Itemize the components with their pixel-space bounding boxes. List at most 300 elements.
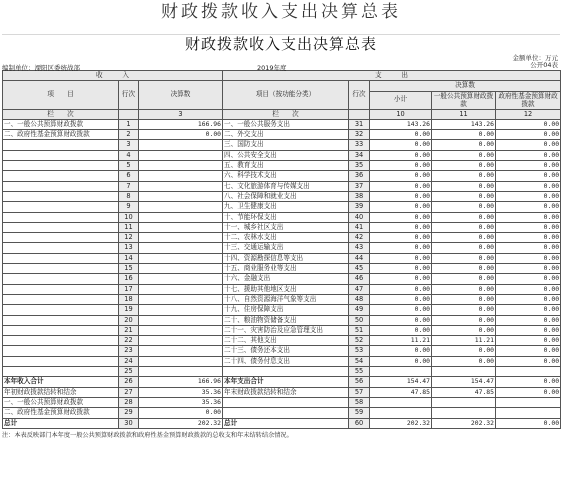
row-number-cell: 1: [119, 119, 139, 129]
table-row: [3, 212, 561, 222]
income-item-cell: [3, 315, 119, 325]
subtotal-cell: 0.00: [370, 233, 432, 243]
meta-row: [2, 54, 560, 70]
expense-item-cell: 二十二、其他支出: [223, 336, 349, 346]
fund-budget-cell: [496, 397, 561, 407]
row-number2-cell: 55: [349, 367, 370, 377]
row-number-cell: 27: [119, 387, 139, 397]
fund-budget-cell: 0.00: [496, 387, 561, 397]
income-item-cell: [3, 171, 119, 181]
expense-item-cell: [223, 397, 349, 407]
col-10: 10: [370, 109, 432, 119]
income-item-cell: 年初财政拨款结转和结余: [3, 387, 119, 397]
fund-budget-cell: [496, 408, 561, 418]
header-group-row: [3, 71, 561, 81]
col-11: 11: [432, 109, 496, 119]
subtotal-cell: 0.00: [370, 356, 432, 366]
fund-budget-cell: 0.00: [496, 346, 561, 356]
fund-budget-cell: 0.00: [496, 191, 561, 201]
income-item-cell: 本年收入合计: [3, 377, 119, 387]
row-number-cell: 17: [119, 284, 139, 294]
subtotal-cell: [370, 397, 432, 407]
general-budget-cell: 0.00: [432, 284, 496, 294]
table-row: [3, 264, 561, 274]
income-item-cell: [3, 191, 119, 201]
income-amount-cell: [139, 243, 223, 253]
subtotal-cell: 0.00: [370, 171, 432, 181]
income-item-cell: 二、政府性基金预算财政拨款: [3, 408, 119, 418]
income-amount-cell: [139, 212, 223, 222]
subtotal-cell: 0.00: [370, 181, 432, 191]
general-budget-cell: 143.26: [432, 119, 496, 129]
fund-budget-cell: [496, 367, 561, 377]
row-number-cell: 7: [119, 181, 139, 191]
col-blank: [119, 109, 139, 119]
subtotal-cell: 202.32: [370, 418, 432, 428]
row-number-cell: 14: [119, 253, 139, 263]
expense-item-cell: 十一、城乡社区支出: [223, 222, 349, 232]
table-row: [3, 119, 561, 129]
fund-budget-cell: 0.00: [496, 294, 561, 304]
table-row: [3, 397, 561, 407]
row-number-cell: 23: [119, 346, 139, 356]
expense-item-cell: 五、教育支出: [223, 161, 349, 171]
row-number-cell: 22: [119, 336, 139, 346]
row-number-cell: 15: [119, 264, 139, 274]
row-number2-cell: 59: [349, 408, 370, 418]
row-number-cell: 4: [119, 150, 139, 160]
subtotal-cell: 0.00: [370, 294, 432, 304]
income-item-cell: [3, 253, 119, 263]
fund-budget-cell: 0.00: [496, 202, 561, 212]
fund-budget-cell: 0.00: [496, 274, 561, 284]
decided2-header: 决算数: [370, 81, 561, 91]
general-budget-header: 一般公共预算财政拨款: [432, 91, 496, 109]
header-row-1: [3, 81, 561, 91]
row-number2-cell: 31: [349, 119, 370, 129]
income-amount-cell: [139, 140, 223, 150]
row-number2-cell: 54: [349, 356, 370, 366]
income-item-cell: 一、一般公共预算财政拨款: [3, 119, 119, 129]
unit-label: [513, 55, 559, 69]
income-amount-cell: [139, 294, 223, 304]
col-blank2: [349, 109, 370, 119]
general-budget-cell: 0.00: [432, 181, 496, 191]
col-label: 栏 次: [3, 109, 119, 119]
income-item-cell: [3, 346, 119, 356]
subtotal-cell: 11.21: [370, 336, 432, 346]
table-row: [3, 325, 561, 335]
expense-item-cell: 六、科学技术支出: [223, 171, 349, 181]
income-item-cell: 总计: [3, 418, 119, 428]
expense-item-cell: 四、公共安全支出: [223, 150, 349, 160]
row-number-cell: 12: [119, 233, 139, 243]
table-row: [3, 243, 561, 253]
income-amount-cell: [139, 253, 223, 263]
expense-item-cell: 二十三、债务还本支出: [223, 346, 349, 356]
general-budget-cell: 202.32: [432, 418, 496, 428]
table-row: [3, 418, 561, 428]
income-amount-cell: 0.00: [139, 130, 223, 140]
subtotal-cell: 0.00: [370, 130, 432, 140]
income-amount-cell: [139, 150, 223, 160]
subtotal-cell: 0.00: [370, 325, 432, 335]
table-row: [3, 202, 561, 212]
income-amount-cell: [139, 346, 223, 356]
expense-item-cell: 十四、资源勘探信息等支出: [223, 253, 349, 263]
fund-budget-cell: 0.00: [496, 171, 561, 181]
general-budget-cell: 0.00: [432, 233, 496, 243]
income-amount-cell: 202.32: [139, 418, 223, 428]
row-number2-cell: 33: [349, 140, 370, 150]
subtotal-cell: 0.00: [370, 212, 432, 222]
general-budget-cell: 0.00: [432, 356, 496, 366]
table-row: [3, 140, 561, 150]
sheet-title: 财政拨款收入支出决算总表: [2, 34, 560, 54]
row-number-cell: 30: [119, 418, 139, 428]
fund-budget-cell: 0.00: [496, 356, 561, 366]
income-item-cell: [3, 356, 119, 366]
general-budget-cell: 11.21: [432, 336, 496, 346]
general-budget-cell: 0.00: [432, 202, 496, 212]
subtotal-cell: 0.00: [370, 161, 432, 171]
general-budget-cell: 0.00: [432, 294, 496, 304]
row-number-cell: 2: [119, 130, 139, 140]
row-number2-cell: 48: [349, 294, 370, 304]
subtotal-cell: 0.00: [370, 243, 432, 253]
expense-item-cell: 十六、金融支出: [223, 274, 349, 284]
income-amount-cell: [139, 191, 223, 201]
col-12: 12: [496, 109, 561, 119]
income-amount-cell: [139, 336, 223, 346]
income-amount-cell: 35.36: [139, 387, 223, 397]
fund-budget-cell: 0.00: [496, 253, 561, 263]
subtotal-cell: 154.47: [370, 377, 432, 387]
row-number2-cell: 36: [349, 171, 370, 181]
fund-budget-cell: 0.00: [496, 377, 561, 387]
table-row: [3, 274, 561, 284]
general-budget-cell: 0.00: [432, 130, 496, 140]
income-item-cell: 一、一般公共预算财政拨款: [3, 397, 119, 407]
table-row: [3, 284, 561, 294]
row-number2-cell: 42: [349, 233, 370, 243]
row-number2-cell: 34: [349, 150, 370, 160]
general-budget-cell: 0.00: [432, 325, 496, 335]
row-no2-header: 行次: [349, 81, 370, 109]
income-amount-cell: [139, 315, 223, 325]
expense-item-cell: 十七、援助其他地区支出: [223, 284, 349, 294]
row-number2-cell: 40: [349, 212, 370, 222]
expense-item-cell: 十三、交通运输支出: [223, 243, 349, 253]
row-number2-cell: 41: [349, 222, 370, 232]
row-number2-cell: 60: [349, 418, 370, 428]
income-amount-cell: [139, 274, 223, 284]
row-number2-cell: 56: [349, 377, 370, 387]
subtotal-cell: 0.00: [370, 253, 432, 263]
row-number2-cell: 51: [349, 325, 370, 335]
expense-item-cell: 十八、自然资源海洋气象等支出: [223, 294, 349, 304]
table-row: [3, 408, 561, 418]
general-budget-cell: 0.00: [432, 305, 496, 315]
fund-budget-cell: 0.00: [496, 418, 561, 428]
expense-item-cell: 七、文化旅游体育与传媒支出: [223, 181, 349, 191]
income-amount-cell: [139, 264, 223, 274]
expense-item-cell: 二、外交支出: [223, 130, 349, 140]
income-item-cell: [3, 243, 119, 253]
general-budget-cell: 0.00: [432, 150, 496, 160]
fund-budget-cell: 0.00: [496, 140, 561, 150]
expense-item-cell: 总计: [223, 418, 349, 428]
table-row: [3, 387, 561, 397]
expense-item-cell: 九、卫生健康支出: [223, 202, 349, 212]
general-budget-cell: 0.00: [432, 140, 496, 150]
col-3: 3: [139, 109, 223, 119]
row-number-cell: 3: [119, 140, 139, 150]
row-number-cell: 20: [119, 315, 139, 325]
table-row: [3, 253, 561, 263]
income-item-cell: [3, 202, 119, 212]
subtotal-cell: 0.00: [370, 202, 432, 212]
row-number-cell: 16: [119, 274, 139, 284]
income-amount-cell: [139, 325, 223, 335]
fund-budget-cell: 0.00: [496, 315, 561, 325]
general-budget-cell: [432, 408, 496, 418]
row-number-cell: 8: [119, 191, 139, 201]
subtotal-cell: [370, 408, 432, 418]
expense-item-cell: 十、节能环保支出: [223, 212, 349, 222]
table-row: [3, 222, 561, 232]
expense-item-cell: 十九、住房保障支出: [223, 305, 349, 315]
row-number-cell: 24: [119, 356, 139, 366]
general-budget-cell: 0.00: [432, 171, 496, 181]
table-row: [3, 161, 561, 171]
general-budget-cell: 0.00: [432, 161, 496, 171]
table-row: [3, 171, 561, 181]
income-item-cell: 二、政府性基金预算财政拨款: [3, 130, 119, 140]
income-item-cell: [3, 284, 119, 294]
row-number-cell: 11: [119, 222, 139, 232]
general-budget-cell: 0.00: [432, 253, 496, 263]
expense-item-cell: 十二、农林水支出: [223, 233, 349, 243]
general-budget-cell: 0.00: [432, 191, 496, 201]
general-budget-cell: 47.85: [432, 387, 496, 397]
row-number-cell: 21: [119, 325, 139, 335]
expense-item-cell: [223, 408, 349, 418]
table-row: [3, 150, 561, 160]
fund-budget-cell: 0.00: [496, 284, 561, 294]
fund-budget-cell: 0.00: [496, 264, 561, 274]
income-item-cell: [3, 274, 119, 284]
fiscal-year: 2019年度: [257, 64, 287, 72]
fund-budget-cell: 0.00: [496, 150, 561, 160]
income-item-cell: [3, 140, 119, 150]
subtotal-cell: 0.00: [370, 315, 432, 325]
income-amount-cell: [139, 202, 223, 212]
expense-group-header: 支 出: [223, 71, 561, 81]
fund-budget-cell: 0.00: [496, 233, 561, 243]
form-code: 公开04表: [530, 61, 558, 69]
income-amount-cell: [139, 181, 223, 191]
row-number-cell: 18: [119, 294, 139, 304]
fund-budget-cell: 0.00: [496, 161, 561, 171]
table-row: [3, 356, 561, 366]
expense-item-cell: 二十、粮油物资储备支出: [223, 315, 349, 325]
row-number-cell: 29: [119, 408, 139, 418]
column-index-row: [3, 109, 561, 119]
row-number2-cell: 49: [349, 305, 370, 315]
fund-budget-cell: 0.00: [496, 336, 561, 346]
row-number-cell: 25: [119, 367, 139, 377]
subtotal-cell: 0.00: [370, 150, 432, 160]
table-row: [3, 233, 561, 243]
fund-budget-cell: 0.00: [496, 130, 561, 140]
decided-header: 决算数: [139, 81, 223, 109]
expense-item-cell: 十五、商业服务业等支出: [223, 264, 349, 274]
expense-item-cell: [223, 367, 349, 377]
table-row: [3, 305, 561, 315]
row-number2-cell: 57: [349, 387, 370, 397]
subtotal-cell: 0.00: [370, 264, 432, 274]
row-number2-cell: 44: [349, 253, 370, 263]
fund-budget-cell: 0.00: [496, 305, 561, 315]
col-label2: 栏 次: [223, 109, 349, 119]
row-number2-cell: 50: [349, 315, 370, 325]
expense-item-header: 项目（按功能分类）: [223, 81, 349, 109]
income-amount-cell: [139, 284, 223, 294]
row-number-cell: 28: [119, 397, 139, 407]
row-number2-cell: 52: [349, 336, 370, 346]
row-number2-cell: 37: [349, 181, 370, 191]
row-number2-cell: 45: [349, 264, 370, 274]
table-row: [3, 336, 561, 346]
income-item-cell: [3, 264, 119, 274]
table-row: [3, 181, 561, 191]
row-number-cell: 10: [119, 212, 139, 222]
row-number2-cell: 32: [349, 130, 370, 140]
general-budget-cell: 0.00: [432, 212, 496, 222]
income-item-cell: [3, 325, 119, 335]
income-amount-cell: [139, 356, 223, 366]
subtotal-cell: 0.00: [370, 346, 432, 356]
income-amount-cell: [139, 233, 223, 243]
expense-item-cell: 二十四、债务付息支出: [223, 356, 349, 366]
subtotal-cell: 143.26: [370, 119, 432, 129]
expense-item-cell: 二十一、灾害防治及应急管理支出: [223, 325, 349, 335]
row-no-header: 行次: [119, 81, 139, 109]
income-item-header: 项 目: [3, 81, 119, 109]
subtotal-cell: 0.00: [370, 191, 432, 201]
row-number-cell: 9: [119, 202, 139, 212]
income-item-cell: [3, 305, 119, 315]
general-budget-cell: 0.00: [432, 315, 496, 325]
general-budget-cell: 0.00: [432, 243, 496, 253]
subtotal-cell: 0.00: [370, 284, 432, 294]
income-group-header: 收 入: [3, 71, 223, 81]
general-budget-cell: 0.00: [432, 346, 496, 356]
report-sheet: [2, 34, 560, 439]
fund-budget-header: 政府性基金预算财政拨款: [496, 91, 561, 109]
income-item-cell: [3, 181, 119, 191]
fund-budget-cell: 0.00: [496, 243, 561, 253]
income-amount-cell: [139, 171, 223, 181]
expense-item-cell: 八、社会保障和就业支出: [223, 191, 349, 201]
amount-unit: 金额单位：万元: [512, 54, 558, 62]
table-row: [3, 377, 561, 387]
subtotal-cell: 47.85: [370, 387, 432, 397]
row-number2-cell: 47: [349, 284, 370, 294]
organization: 编制单位：溧阳区委统战部: [2, 64, 80, 72]
income-item-cell: [3, 294, 119, 304]
page-title: 财政拨款收入支出决算总表: [161, 2, 401, 22]
footnote: 注：本表反映部门本年度一般公共预算财政拨款和政府性基金预算财政拨款的总收支和年末结转结余情况。: [2, 431, 293, 439]
table-row: [3, 130, 561, 140]
report-table: [2, 70, 561, 429]
table-row: [3, 191, 561, 201]
row-number-cell: 19: [119, 305, 139, 315]
income-item-cell: [3, 150, 119, 160]
fund-budget-cell: 0.00: [496, 119, 561, 129]
row-number2-cell: 35: [349, 161, 370, 171]
subtotal-cell: 0.00: [370, 222, 432, 232]
general-budget-cell: [432, 367, 496, 377]
subtotal-cell: [370, 367, 432, 377]
fund-budget-cell: 0.00: [496, 325, 561, 335]
general-budget-cell: 0.00: [432, 274, 496, 284]
expense-item-cell: 本年支出合计: [223, 377, 349, 387]
income-amount-cell: 0.00: [139, 408, 223, 418]
expense-item-cell: 一、一般公共服务支出: [223, 119, 349, 129]
general-budget-cell: 0.00: [432, 264, 496, 274]
income-item-cell: [3, 212, 119, 222]
row-number2-cell: 53: [349, 346, 370, 356]
income-amount-cell: [139, 222, 223, 232]
row-number-cell: 6: [119, 171, 139, 181]
income-item-cell: [3, 336, 119, 346]
income-item-cell: [3, 233, 119, 243]
fund-budget-cell: 0.00: [496, 212, 561, 222]
income-amount-cell: [139, 305, 223, 315]
row-number-cell: 13: [119, 243, 139, 253]
income-amount-cell: [139, 367, 223, 377]
row-number2-cell: 39: [349, 202, 370, 212]
fund-budget-cell: 0.00: [496, 181, 561, 191]
row-number-cell: 26: [119, 377, 139, 387]
row-number2-cell: 43: [349, 243, 370, 253]
income-amount-cell: 166.96: [139, 119, 223, 129]
general-budget-cell: 0.00: [432, 222, 496, 232]
table-row: [3, 346, 561, 356]
income-amount-cell: 166.96: [139, 377, 223, 387]
expense-item-cell: 三、国防支出: [223, 140, 349, 150]
general-budget-cell: 154.47: [432, 377, 496, 387]
income-amount-cell: [139, 161, 223, 171]
general-budget-cell: [432, 397, 496, 407]
income-item-cell: [3, 367, 119, 377]
subtotal-cell: 0.00: [370, 305, 432, 315]
fund-budget-cell: 0.00: [496, 222, 561, 232]
table-row: [3, 367, 561, 377]
row-number2-cell: 58: [349, 397, 370, 407]
subtotal-cell: 0.00: [370, 274, 432, 284]
subtotal-cell: 0.00: [370, 140, 432, 150]
row-number-cell: 5: [119, 161, 139, 171]
row-number2-cell: 38: [349, 191, 370, 201]
expense-item-cell: 年末财政拨款结转和结余: [223, 387, 349, 397]
income-amount-cell: 35.36: [139, 397, 223, 407]
table-row: [3, 294, 561, 304]
row-number2-cell: 46: [349, 274, 370, 284]
income-item-cell: [3, 161, 119, 171]
